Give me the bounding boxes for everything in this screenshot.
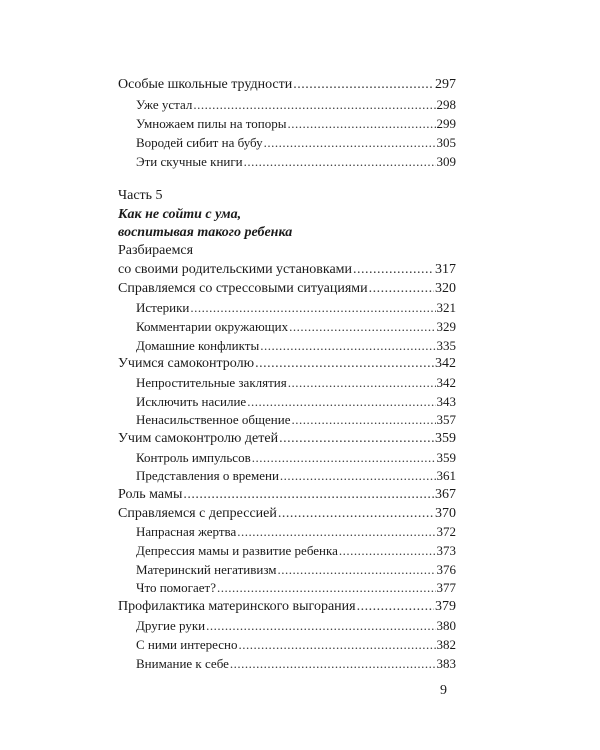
toc-page-number: 335: [436, 338, 456, 353]
toc-entry-title: Материнский негативизм: [136, 562, 277, 577]
toc-page-number: 359: [436, 450, 456, 465]
toc-leader-dots: [353, 261, 434, 279]
toc-leader-dots: [357, 598, 434, 616]
toc-subentry: [136, 561, 456, 579]
toc-entry: [118, 505, 456, 523]
toc-entry-title: Учим самоконтролю детей: [118, 431, 279, 446]
toc-page-number: 379: [435, 599, 456, 614]
page-number: 9: [440, 683, 447, 698]
toc-subentry: [136, 153, 456, 171]
toc-page-number: 380: [436, 618, 456, 633]
toc-page-number: 372: [436, 524, 456, 539]
toc-leader-dots: [264, 134, 436, 152]
toc-leader-dots: [190, 299, 435, 317]
toc-leader-dots: [288, 374, 436, 392]
toc-page-number: 382: [436, 637, 456, 652]
toc-entry-title: Внимание к себе: [136, 656, 229, 671]
toc-leader-dots: [369, 280, 434, 298]
toc-leader-dots: [255, 355, 434, 373]
toc-entry-title: Что помогает?: [136, 580, 216, 595]
toc-entry-first-line: Разбираемся: [118, 243, 194, 258]
toc-entry: [118, 261, 456, 279]
toc-entry-title: Профилактика материнского выгорания: [118, 599, 356, 614]
toc-entry-title: Другие руки: [136, 618, 206, 633]
toc-leader-dots: [279, 430, 434, 448]
toc-subentry: [136, 393, 456, 411]
toc-leader-dots: [244, 153, 436, 171]
toc-leader-dots: [230, 655, 436, 673]
toc-entry-title: Умножаем пилы на топоры: [136, 116, 287, 131]
toc-page-number: 361: [436, 468, 456, 483]
toc-entry-title: Истерики: [136, 300, 190, 315]
part-label: Часть 5: [118, 188, 163, 203]
toc-leader-dots: [237, 523, 435, 541]
toc-entry-title: Представления о времени: [136, 468, 279, 483]
toc-page-number: 377: [436, 580, 456, 595]
toc-leader-dots: [247, 393, 435, 411]
toc-entry-title: Учимся самоконтролю: [118, 356, 255, 371]
toc-subentry: [136, 115, 456, 133]
toc-entry-title: Особые школьные трудности: [118, 77, 293, 92]
toc-leader-dots: [252, 449, 436, 467]
toc-entry-title: С ними интересно: [136, 637, 238, 652]
toc-page-number: 376: [436, 562, 456, 577]
toc-subentry: [136, 374, 456, 392]
toc-entry: [118, 76, 456, 94]
toc-entry-title: Непростительные заклятия: [136, 375, 287, 390]
toc-entry: [118, 355, 456, 373]
toc-page-number: 359: [435, 431, 456, 446]
toc-leader-dots: [206, 617, 435, 635]
toc-leader-dots: [217, 579, 436, 597]
toc-entry-title: Вородей сибит на бубу: [136, 135, 263, 150]
toc-entry-title: Эти скучные книги: [136, 154, 243, 169]
toc-subentry: [136, 411, 456, 429]
toc-page-number: 357: [436, 412, 456, 427]
toc-leader-dots: [293, 76, 434, 94]
toc-page-number: 373: [436, 543, 456, 558]
toc-entry-title: Напрасная жертва: [136, 524, 237, 539]
toc-subentry: [136, 467, 456, 485]
toc-page-number: 297: [435, 77, 456, 92]
toc-entry-title: Уже устал: [136, 97, 193, 112]
toc-subentry: [136, 636, 456, 654]
toc-subentry: [136, 617, 456, 635]
toc-page-number: 320: [435, 281, 456, 296]
toc-leader-dots: [278, 505, 434, 523]
toc-page-number: 305: [436, 135, 456, 150]
toc-entry: [118, 486, 456, 504]
toc-leader-dots: [193, 96, 435, 114]
toc-leader-dots: [260, 337, 435, 355]
toc-entry: [118, 280, 456, 298]
toc-entry: [118, 598, 456, 616]
toc-subentry: [136, 134, 456, 152]
toc-entry-title: Ненасильственное общение: [136, 412, 291, 427]
toc-page-number: 329: [436, 319, 456, 334]
toc-entry-title: Роль мамы: [118, 487, 183, 502]
toc-entry-title: со своими родительскими установками: [118, 262, 353, 277]
toc-page-number: 309: [436, 154, 456, 169]
toc-subentry: [136, 337, 456, 355]
toc-entry-title: Исключить насилие: [136, 394, 247, 409]
toc-subentry: [136, 542, 456, 560]
toc-page-number: 342: [436, 375, 456, 390]
toc-leader-dots: [278, 561, 436, 579]
toc-page-number: 321: [436, 300, 456, 315]
toc-page-number: 298: [436, 97, 456, 112]
toc-entry-title: Справляемся с депрессией: [118, 506, 277, 521]
part-title-line-1: Как не сойти с ума,: [118, 207, 242, 222]
toc-leader-dots: [238, 636, 435, 654]
toc-page-number: 383: [436, 656, 456, 671]
toc-leader-dots: [280, 467, 436, 485]
toc-leader-dots: [183, 486, 434, 504]
toc-subentry: [136, 579, 456, 597]
toc-leader-dots: [291, 411, 435, 429]
toc-page-number: 342: [435, 356, 456, 371]
toc-leader-dots: [287, 115, 435, 133]
toc-subentry: [136, 318, 456, 336]
toc-page-number: 367: [435, 487, 456, 502]
toc-leader-dots: [339, 542, 436, 560]
toc-entry: [118, 430, 456, 448]
toc-subentry: [136, 523, 456, 541]
toc-entry-title: Домашние конфликты: [136, 338, 260, 353]
toc-entry-title: Контроль импульсов: [136, 450, 251, 465]
toc-subentry: [136, 96, 456, 114]
toc-page-number: 343: [436, 394, 456, 409]
toc-entry-title: Депрессия мамы и развитие ребенка: [136, 543, 338, 558]
toc-subentry: [136, 449, 456, 467]
toc-page-number: 370: [435, 506, 456, 521]
toc-subentry: [136, 655, 456, 673]
toc-page-number: 299: [436, 116, 456, 131]
toc-entry-title: Комментарии окружающих: [136, 319, 289, 334]
toc-subentry: [136, 299, 456, 317]
toc-leader-dots: [289, 318, 435, 336]
part-title-line-2: воспитывая такого ребенка: [118, 225, 293, 240]
toc-page-number: 317: [435, 262, 456, 277]
toc-entry-title: Справляемся со стрессовыми ситуациями: [118, 281, 368, 296]
